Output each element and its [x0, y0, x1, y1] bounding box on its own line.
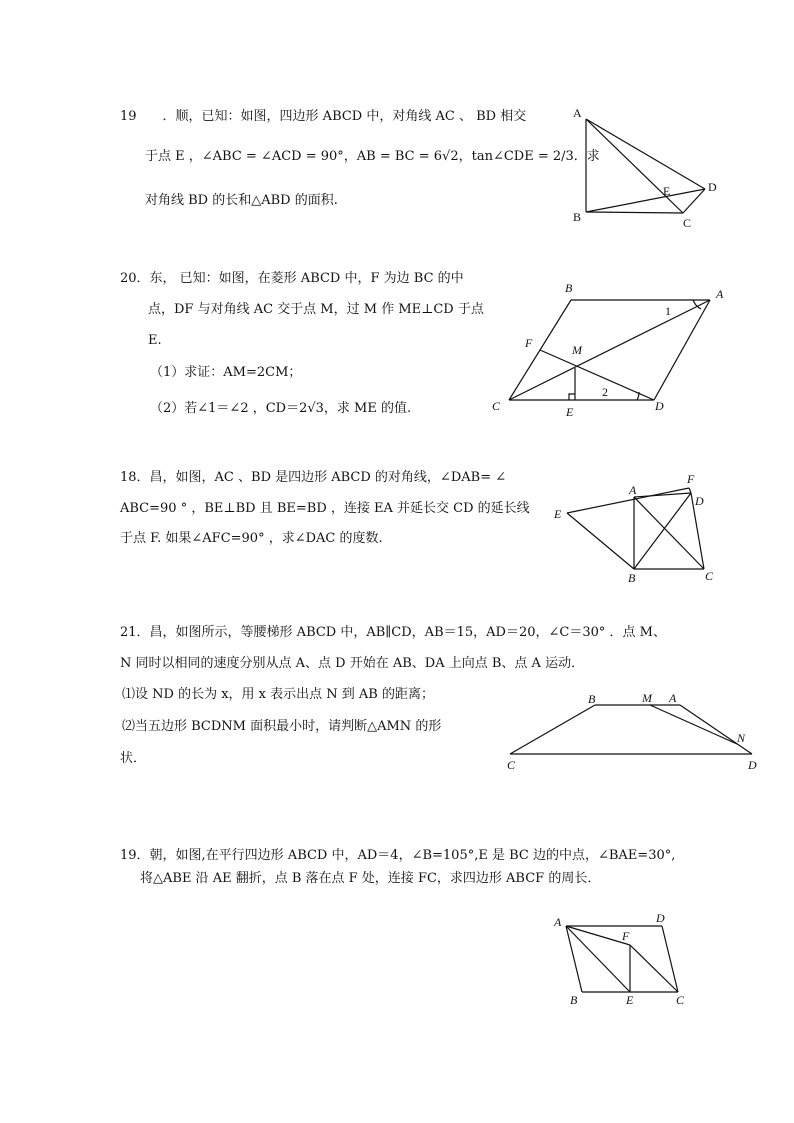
fig21-label-m: M: [642, 691, 652, 705]
problem-21-line-5: 状．: [120, 751, 147, 766]
fig19a-label-c: C: [683, 216, 692, 230]
fig20-label-a: A: [716, 287, 724, 301]
fig21-label-d: D: [748, 758, 757, 772]
fig20-label-1: 1: [665, 304, 671, 318]
fig20-label-e: E: [566, 405, 574, 419]
fig20-label-2: 2: [602, 385, 608, 399]
fig19a-label-a: A: [573, 106, 582, 120]
figure-20: [488, 280, 738, 420]
fig18-label-c: C: [705, 569, 714, 583]
problem-20-line-5: （2）若∠1＝∠2 ，CD＝2√3，求 ME 的值.: [150, 401, 412, 416]
fig20-label-m: M: [572, 343, 582, 357]
fig19a-label-b: B: [573, 210, 582, 224]
problem-19a-line-2: 于点 E ，∠ABC = ∠ACD = 90°，AB = BC = 6√2，tan∠CDE = 2/3．求: [145, 149, 600, 164]
problem-19b-line-2: 将△ABE 沿 AE 翻折，点 B 落在点 F 处，连接 FC，求四边形 ABCF 的周长．: [140, 871, 601, 886]
fig21-label-a: A: [669, 691, 677, 705]
figure-18: [548, 472, 728, 587]
figure-19a: [565, 105, 725, 230]
fig18-label-f: F: [687, 472, 695, 486]
fig20-label-b: B: [565, 281, 573, 295]
fig18-label-e: E: [554, 507, 562, 521]
fig21-label-b: B: [588, 692, 596, 706]
problem-19a-line-3: 对角线 BD 的长和△ABD 的面积.: [145, 193, 338, 208]
fig19b-label-d: D: [656, 911, 665, 925]
problem-21-line-3: ⑴设 ND 的长为 x，用 x 表示出点 N 到 AB 的距离；: [122, 687, 434, 702]
fig20-label-f: F: [525, 336, 533, 350]
problem-20-line-2: 点，DF 与对角线 AC 交于点 M，过 M 作 ME⊥CD 于点: [148, 302, 484, 317]
fig19b-label-f: F: [622, 929, 630, 943]
fig19b-label-b: B: [570, 993, 578, 1007]
fig21-label-c: C: [507, 758, 516, 772]
fig21-label-n: N: [737, 731, 746, 745]
fig20-label-d: D: [655, 399, 664, 413]
figure-19b: [548, 908, 698, 1008]
problem-19a-line-1: 19 ．顺，已知：如图，四边形 ABCD 中，对角线 AC 、 BD 相交: [120, 109, 527, 124]
problem-20-line-1: 20．东， 已知：如图，在菱形 ABCD 中，F 为边 BC 的中: [120, 271, 464, 286]
problem-18-line-1: 18．昌，如图，AC 、BD 是四边形 ABCD 的对角线，∠DAB= ∠: [120, 470, 507, 485]
fig20-label-c: C: [492, 399, 501, 413]
problem-21-line-2: N 同时以相同的速度分别从点 A、点 D 开始在 AB、DA 上向点 B、点 A 运动．: [120, 656, 585, 671]
fig19b-label-e: E: [626, 993, 634, 1007]
fig19a-label-d: D: [708, 180, 717, 194]
figure-21: [500, 690, 770, 775]
problem-18-line-3: 于点 F. 如果∠AFC=90° ，求∠DAC 的度数.: [120, 531, 383, 546]
problem-20-line-4: （1）求证：AM=2CM；: [150, 365, 302, 380]
fig18-label-d: D: [695, 494, 704, 508]
fig18-label-a: A: [629, 483, 637, 497]
problem-18-line-2: ABC=90 ° ，BE⊥BD 且 BE=BD ，连接 EA 并延长交 CD 的延长线: [120, 501, 530, 516]
problem-21-line-4: ⑵当五边形 BCDNM 面积最小时，请判断△AMN 的形: [122, 719, 442, 734]
problem-21-line-1: 21．昌，如图所示，等腰梯形 ABCD 中，AB∥CD，AB＝15，AD＝20，∠C＝30° ．点 M、: [120, 625, 666, 640]
fig19b-label-a: A: [554, 915, 562, 929]
problem-19b-line-1: 19．朝，如图,在平行四边形 ABCD 中，AD＝4，∠B=105°,E 是 BC 边的中点，∠BAE=30°,: [120, 848, 676, 863]
problem-20-line-3: E.: [148, 333, 162, 348]
fig19a-label-e: E: [663, 184, 671, 198]
fig19b-label-c: C: [676, 993, 685, 1007]
fig18-label-b: B: [628, 571, 636, 585]
